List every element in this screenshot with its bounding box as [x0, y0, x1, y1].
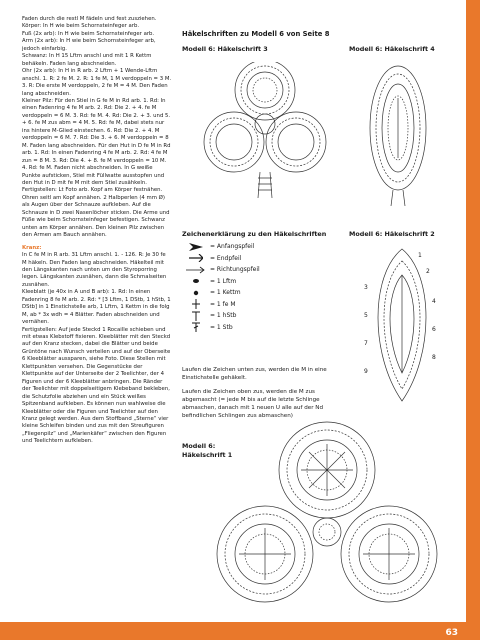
para-finish-head: Faden durch die restl M fädeln und fest zusziehen. [22, 16, 157, 22]
chart2-round-7: 7 [364, 340, 368, 347]
legend-row [182, 253, 332, 265]
legend-label: = Anfangspfeil [210, 243, 255, 251]
legend-row [182, 322, 332, 334]
chart3-lobe-left [204, 112, 264, 172]
legend-row [182, 287, 332, 299]
chart2-round-4: 4 [432, 298, 436, 305]
note-decrease-together: Laufen die Zeichen oben zus, werden die M zus abgemascht (= jede M bis auf die letzte Schlinge abmaschen, danach mit 1 neuen U alle auf der Nd befindlichen Schlingen zus abmaschen) [182, 389, 324, 419]
slip-stitch-icon [182, 290, 210, 296]
crochet-chart-4 [363, 58, 433, 208]
chart3-lobe-top [235, 62, 295, 120]
para-foot: Fuß (2x arb): In H wie beim Schornsteinfeger arb. [22, 30, 155, 37]
note-worked-together: Laufen die Zeichen unten zus, werden die M in eine Einstichstelle gehäkelt. [182, 367, 327, 381]
legend-label: = 1 Kettm [210, 289, 241, 297]
legend-row [182, 276, 332, 288]
legend-label: = 1 Lftm [210, 277, 237, 285]
chart4-stem [391, 190, 405, 206]
legend-row [182, 299, 332, 311]
legend-label: = 1 fe M [210, 300, 236, 308]
legend-title: Zeichenerklärung zu den Häkelschriften [182, 230, 327, 238]
chart2-round-9: 9 [364, 368, 368, 375]
crochet-chart-1 [205, 408, 450, 613]
para-tail: Schwanz: In H 15 Lftm anschl und mit 1 R Kettm behäkeln. Faden lang abschneiden. [22, 53, 152, 67]
start-arrow-icon [182, 243, 210, 251]
para-cloverleaf: Kleeblatt (je 40x in A und B arb): 1. Rd: In einen Fadenring 8 fe M arb. 2. Rd: * [3 Lftm, 1 DStb, 1 hStb, 1 DStb] in 1 Einstichstelle arb, 1 Lftm, 1 Kettm in die folg M, ab * 3x wdh = 4 Blätter. Faden abschneiden und vernähen. [22, 289, 171, 326]
legend-row [182, 264, 332, 276]
legend-row [182, 310, 332, 322]
para-mushroom: Kleiner Pilz: Für den Stiel in G fe M in Rd arb. 1. Rd: In einen Fadenring 4 fe M arb. 2. Rd: Die 2. + 4. fe M verdoppeln = 6 M. 3. Rd: fe M. 4. Rd: Die 2. + 3. und 5. + 6. fe M zus abm = 4 M. 5. Rd: fe M, dabei stets nur ins hintere M-Glied einstechen. 6. Rd: Die 2. + 4. M verdoppeln = 6 M. 7. Rd: Die 3. + 6. M verdoppeln = 8 M. Faden lang abschneiden. Für den Hut in D fe M in Rd arb. 1. Rd: In einen Fadenring 4 fe M arb. 2. Rd: 4 fe M zun = 8 M. 3. Rd: Die 4. + 8. fe M verdoppeln = 10 M. 4. Rd: fe M. Faden nicht abschneiden. In G weiße Punkte aufsticken, Stiel mit Füllwatte ausstopfen und den Hut in D mit fe M mit dem Stiel zusähkeln. [22, 97, 171, 186]
legend-label: = Richtungspfeil [210, 266, 260, 274]
chart-label-hs1-line2: Häkelschrift 1 [182, 451, 233, 459]
chart-label-hs3: Modell 6: Häkelschrift 3 [182, 45, 268, 53]
legend-label: = Endpfeil [210, 254, 242, 262]
charts-header: Häkelschriften zu Modell 6 von Seite 8 [182, 30, 330, 38]
page-edge-accent-bar [466, 0, 480, 622]
double-crochet-icon [182, 322, 210, 332]
crochet-chart-2 [362, 245, 442, 405]
chart1-center-ring [313, 518, 341, 546]
page-number: 63 [445, 628, 458, 638]
chart2-round-6: 6 [432, 326, 436, 333]
chart3-stem [258, 172, 272, 198]
instructions-column [22, 16, 172, 446]
chart2-round-8: 8 [432, 354, 436, 361]
legend-row [182, 241, 332, 253]
chart-label-hs4: Modell 6: Häkelschrift 4 [349, 45, 435, 53]
chart-label-hs1-line1: Modell 6: [182, 442, 216, 450]
end-arrow-icon [182, 254, 210, 262]
chart2-round-1: 1 [418, 252, 422, 259]
symbol-legend [182, 230, 332, 333]
chart2-round-3: 3 [364, 284, 368, 291]
para-arm: Arm (2x arb): In H wie beim Schornsteinfeger arb, jedoch einfarbig. [22, 38, 156, 52]
single-crochet-icon [182, 299, 210, 309]
para-wreath-finish: Fertigstellen: Auf jede Steckd 1 Rocaille schieben und mit etwas Klebstoff fixieren. Kleeblätter mit den Steckd auf den Kranz stecken, dabei die Blätter und beide Grüntöne nach Wunsch verteilen und auf der Oberseite 6 Kleeblätter aussparen, siehe Foto. Diese Stellen mit Klettpunkten versehen. Die Gegenstücke der Klettpunkte auf der Unterseite der 2 Teelichter, der 4 Figuren und der 6 Kleeblätter anbringen. Die Ränder der Teelichter mit doppelseitigem Klebeband bekleben, die Schutzfolie abziehen und ein Stück weißes Spitzenband aufkleben. Es können nun wahlweise die Kleeblätter oder die Figuren und Teelichter auf den Kranz gelegt werden. Aus dem Stoffband „Sterne“ vier kleine Schleifen binden und zus mit den Streufiguren „Fliegenpilz“ und „Marienkäfer“ zwischen den Figuren und Teelichtern aufkleben. [22, 326, 171, 445]
crochet-chart-3 [200, 62, 330, 202]
page-footer-bar [0, 622, 480, 640]
half-double-icon [182, 311, 210, 321]
para-body: Körper: In H wie beim Schornsteinfeger arb. [22, 23, 140, 30]
chart2-round-2: 2 [426, 268, 430, 275]
legend-label: = 1 hStb [210, 312, 237, 320]
legend-label: = 1 Stb [210, 323, 233, 331]
direction-arrow-icon [182, 266, 210, 274]
para-wreath: In C fe M in R arb. 31 Lftm anschl. 1. - 126. R: Je 30 fe M häkeln. Den Faden lang abschneiden. Häkelteil mit den Längskanten nach unten um den Styroporring legen. Längskanten zusnähen, dann die Schmalseiten zusnähen. [22, 252, 167, 288]
section-heading-wreath: Kranz: [22, 244, 42, 251]
para-ear: Ohr (2x arb): In H in R arb. 2 Lftm + 1 Wende-Lftm anschl. 1. R: 2 fe M. 2. R: 1 fe M, 1 M verdoppeln = 3 M. 3. R: Die erste M verdoppeln, 2 fe M = 4 M. Den Faden lang abschneiden. [22, 68, 172, 97]
para-assembly: Fertigstellen: Lt Foto arb. Kopf am Körper festnähen. Ohren seitl am Kopf annähen. 2 Halbperlen (4 mm Ø) als Augen über der Schnauze aufkleben. Auf die Schnauze in D zwei Nasenlöcher sticken. Die Arme und Füße wie beim Schornsteinfeger befestigen. Schwanz unten am Körper annähen. Den kleinen Pilz zwischen den Armen am Bauch annähen. [22, 187, 170, 239]
chain-stitch-icon [182, 278, 210, 284]
chart2-round-5: 5 [364, 312, 368, 319]
chart-label-hs2: Modell 6: Häkelschrift 2 [349, 230, 435, 238]
chart3-lobe-right [266, 112, 326, 172]
